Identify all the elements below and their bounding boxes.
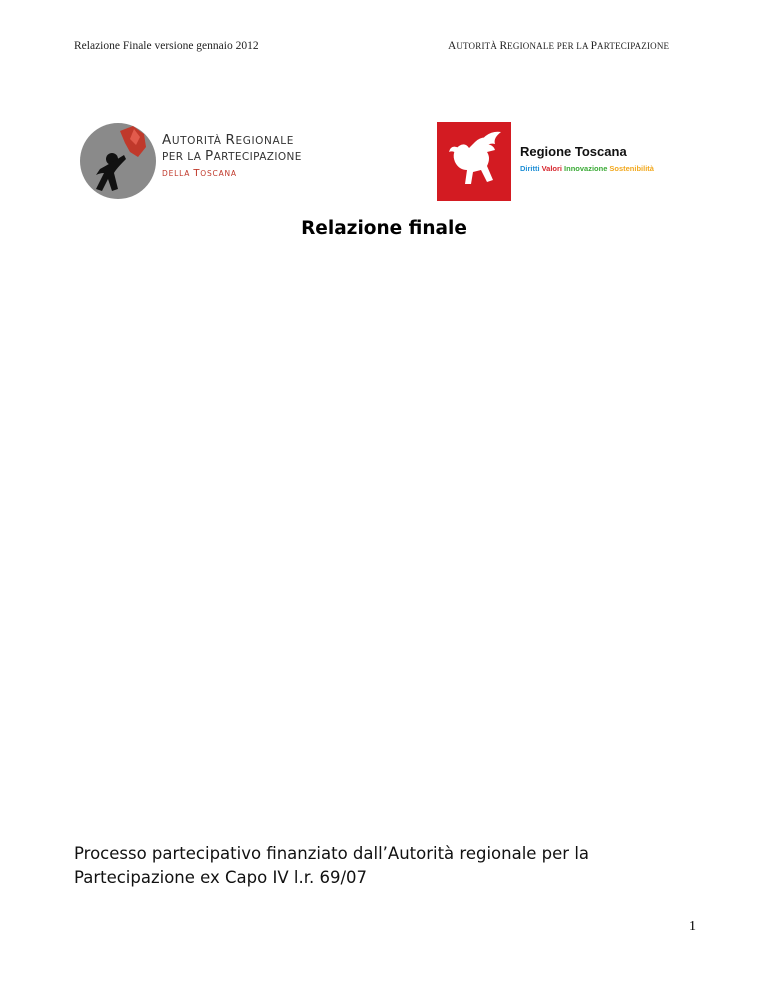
- tagline-valori: Valori: [541, 164, 563, 173]
- tagline-diritti: Diritti: [520, 164, 540, 173]
- autorita-logo: [78, 121, 318, 201]
- document-subtitle: Processo partecipativo finanziato dall’Autorità regionale per la Partecipazione ex Capo IV l.r. 69/07: [74, 844, 590, 887]
- header-left-text: Relazione Finale versione gennaio 2012: [74, 40, 259, 52]
- autorita-logo-line1: AUTORITÀ REGIONALE: [162, 132, 294, 148]
- autorita-logo-line3: DELLA TOSCANA: [162, 168, 237, 180]
- regione-toscana-logo: [437, 122, 667, 202]
- autorita-logo-line2: PER LA PARTECIPAZIONE: [162, 147, 302, 164]
- tagline-innovazione: Innovazione: [564, 164, 608, 173]
- pegasus-icon: [437, 122, 511, 201]
- page-title: Relazione finale: [301, 218, 467, 239]
- autorita-emblem-icon: [78, 121, 158, 201]
- header-right-a: AUTORITÀ: [448, 40, 500, 52]
- regione-toscana-name: Regione Toscana: [520, 144, 627, 159]
- header-right-r: REGIONALE PER LA: [499, 40, 591, 52]
- tagline-sostenibilita: Sostenibilità: [609, 164, 654, 173]
- regione-toscana-tagline: [520, 164, 656, 173]
- regione-toscana-emblem: [437, 122, 511, 201]
- page-number: 1: [689, 919, 696, 934]
- header-right-text: [448, 40, 669, 52]
- header-right-p: PARTECIPAZIONE: [590, 40, 670, 52]
